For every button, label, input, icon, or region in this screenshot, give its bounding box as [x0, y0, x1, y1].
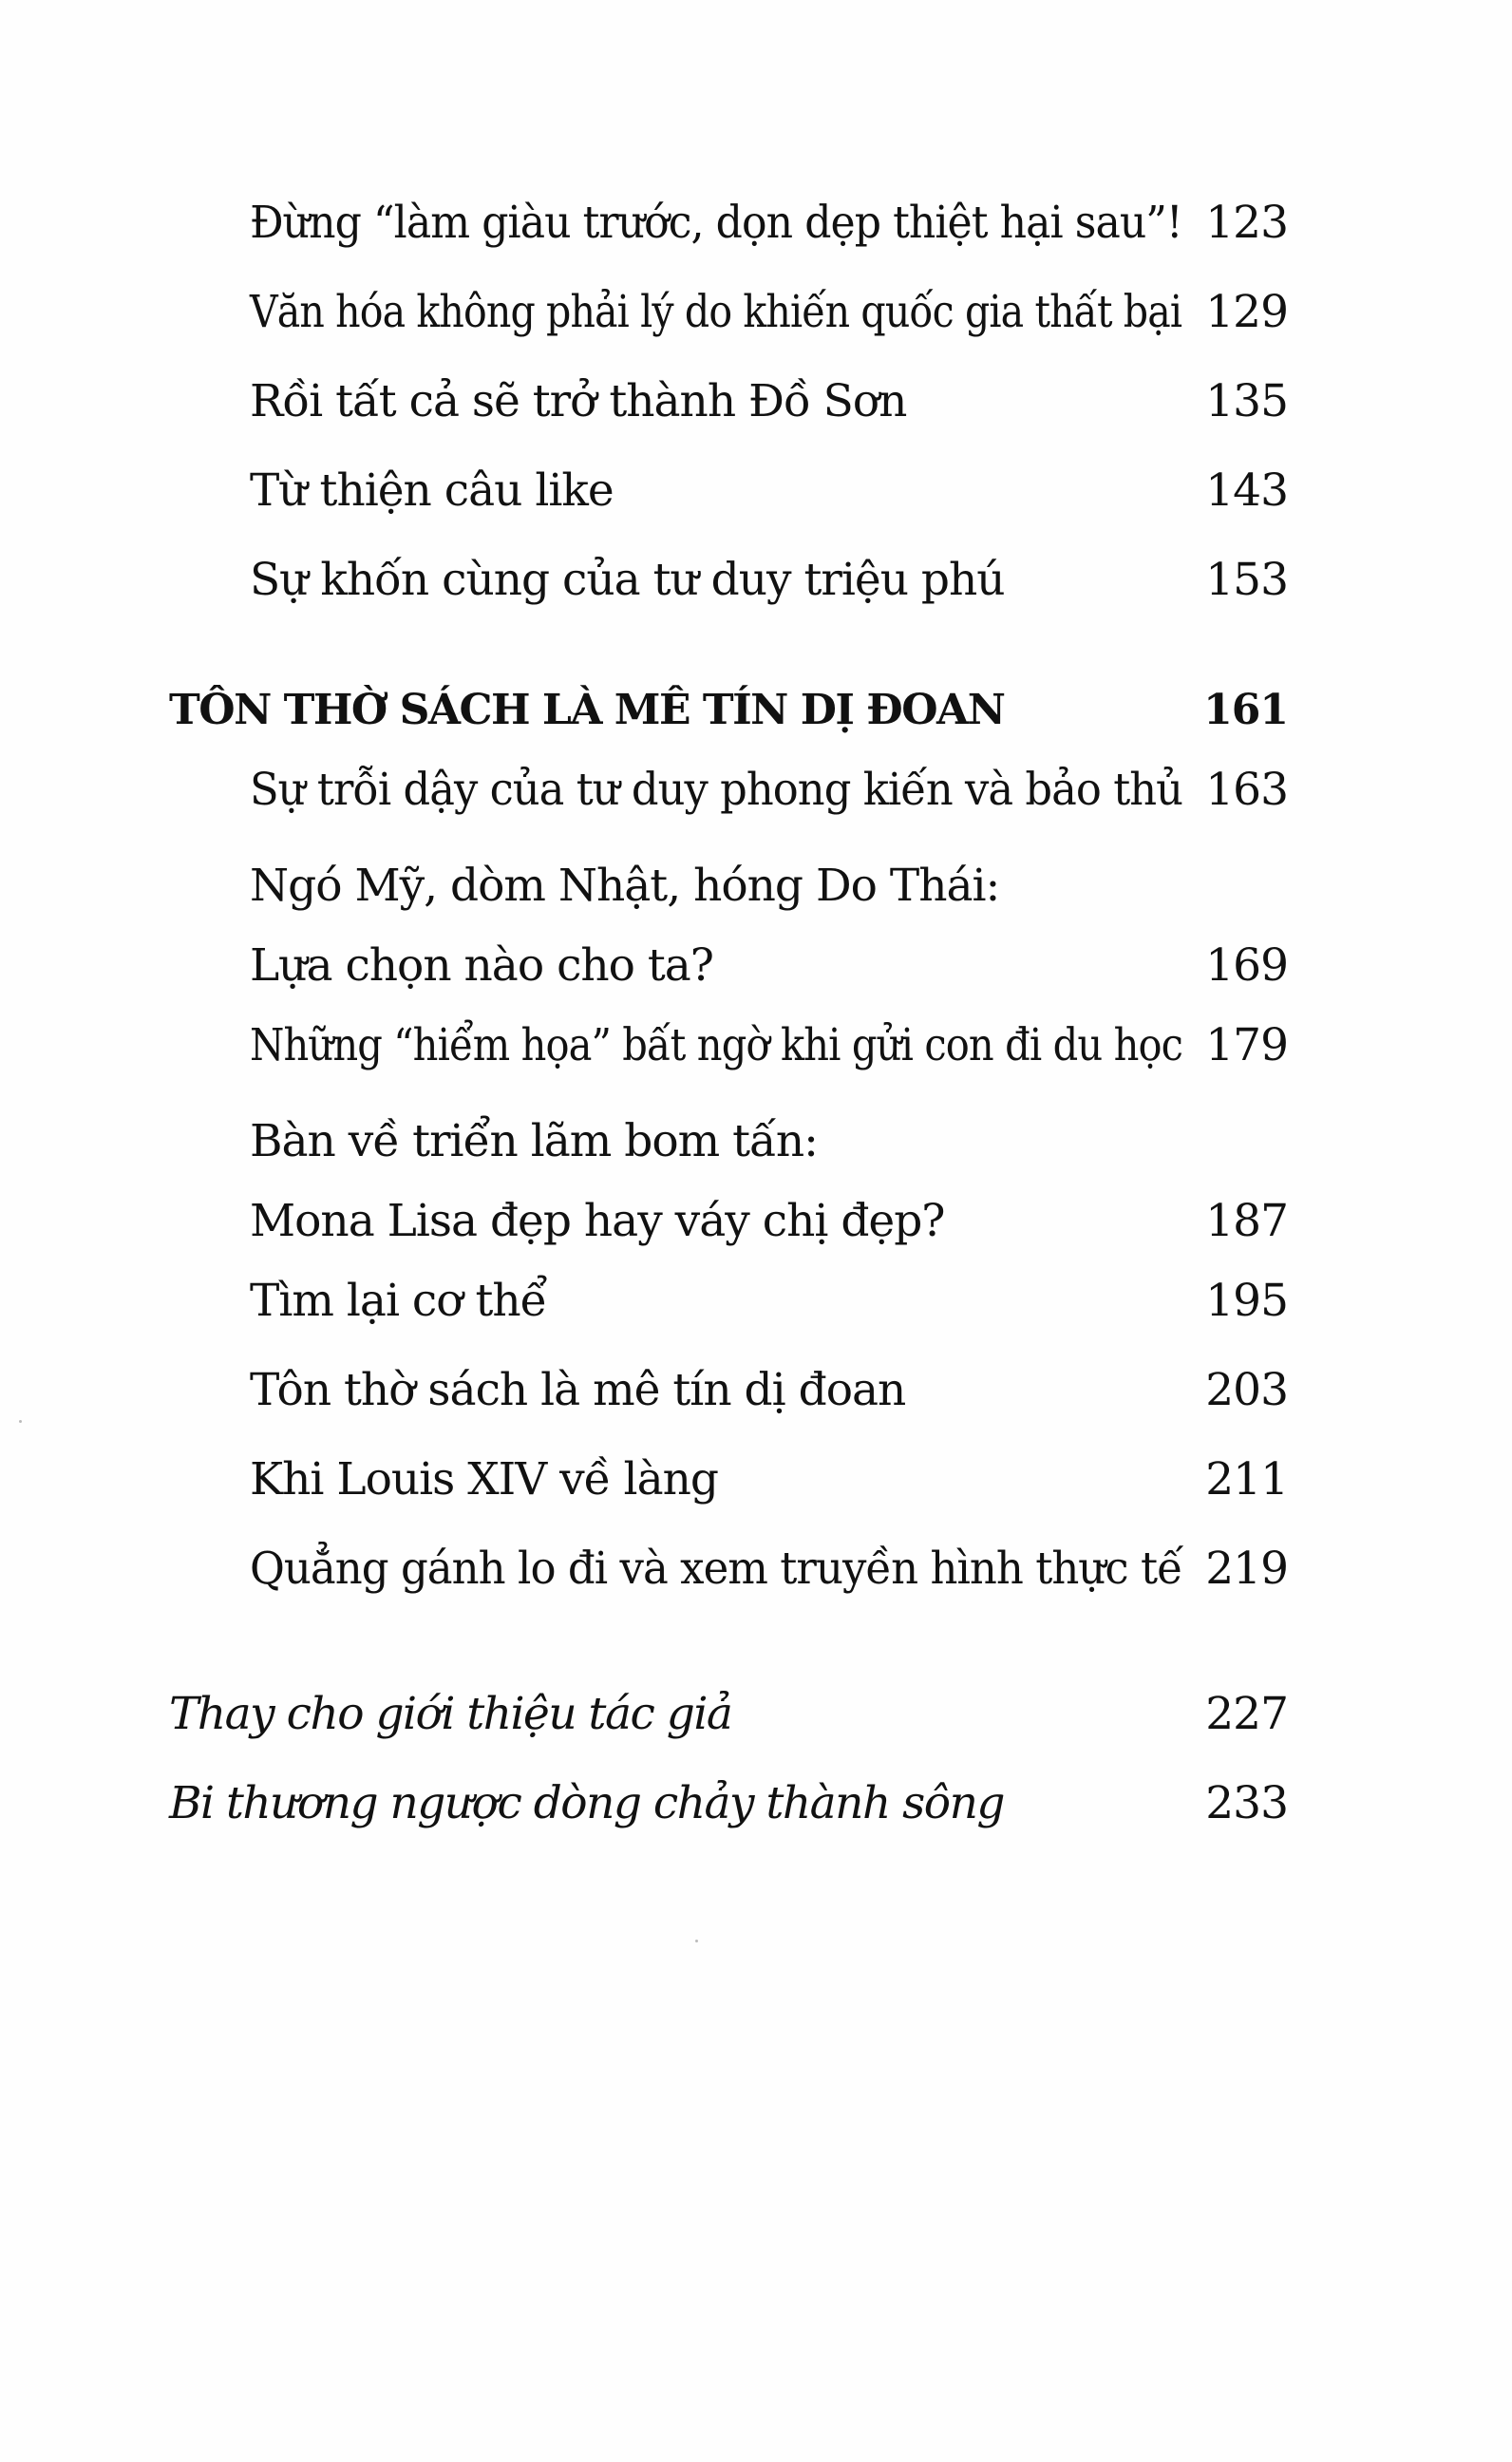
- toc-entry-title: Những “hiểm họa” bất ngờ khi gửi con đi du học: [250, 1019, 1183, 1071]
- section-title: TÔN THỜ SÁCH LÀ MÊ TÍN DỊ ĐOAN: [169, 686, 1005, 734]
- toc-entry-title-line1: Bàn về triển lãm bom tấn:: [250, 1115, 818, 1167]
- toc-entry[interactable]: [0, 1362, 1512, 1453]
- toc-entry[interactable]: [0, 284, 1512, 375]
- toc-entry-page: 187: [1205, 1195, 1288, 1247]
- toc-entry-title: Văn hóa không phải lý do khiến quốc gia thất bại: [250, 286, 1182, 338]
- toc-appendix-entry[interactable]: [0, 1775, 1512, 1866]
- toc-section-heading[interactable]: [0, 682, 1512, 773]
- toc-entry[interactable]: [0, 1273, 1512, 1364]
- toc-entry-title: Sự trỗi dậy của tư duy phong kiến và bảo thủ: [250, 764, 1183, 816]
- toc-entry-title: Bi thương ngược dòng chảy thành sông: [169, 1777, 1004, 1829]
- toc-entry-title: Từ thiện câu like: [250, 464, 614, 517]
- section-page: 161: [1203, 686, 1288, 734]
- toc-entry-title: Rồi tất cả sẽ trở thành Đồ Sơn: [250, 375, 907, 427]
- toc-entry-title-line2: Lựa chọn nào cho ta?: [250, 939, 714, 992]
- toc-entry-page: 219: [1205, 1543, 1288, 1595]
- toc-entry-title: Khi Louis XIV về làng: [250, 1453, 718, 1506]
- scan-speck: [19, 1420, 22, 1423]
- toc-entry-page: 169: [1205, 939, 1288, 992]
- toc-entry-title: Tôn thờ sách là mê tín dị đoan: [250, 1364, 906, 1416]
- toc-entry[interactable]: [0, 552, 1512, 643]
- toc-entry-title-line1: Ngó Mỹ, dòm Nhật, hóng Do Thái:: [250, 860, 1000, 912]
- toc-entry-page: 163: [1205, 764, 1288, 816]
- toc-entry-page: 123: [1205, 197, 1288, 249]
- toc-entry[interactable]: [0, 1451, 1512, 1543]
- toc-entry-title: Tìm lại cơ thể: [250, 1275, 547, 1327]
- toc-entry-page: 203: [1205, 1364, 1288, 1416]
- toc-entry[interactable]: [0, 463, 1512, 554]
- toc-appendix-entry[interactable]: [0, 1686, 1512, 1777]
- toc-entry[interactable]: [0, 195, 1512, 286]
- scan-speck: [695, 1940, 698, 1942]
- toc-entry-title: Quẳng gánh lo đi và xem truyền hình thực tế: [250, 1543, 1182, 1595]
- toc-entry-page: 135: [1205, 375, 1288, 427]
- toc-entry-page: 227: [1205, 1688, 1288, 1740]
- toc-entry-page: 179: [1205, 1019, 1288, 1071]
- toc-entry[interactable]: [0, 1541, 1512, 1632]
- toc-entry-title-line2: Mona Lisa đẹp hay váy chị đẹp?: [250, 1195, 945, 1247]
- toc-entry-page: 129: [1205, 286, 1288, 338]
- toc-entry[interactable]: [0, 858, 1512, 1019]
- toc-entry-page: 211: [1205, 1453, 1288, 1506]
- toc-entry-title: Sự khốn cùng của tư duy triệu phú: [250, 554, 1005, 606]
- toc-entry-page: 153: [1205, 554, 1288, 606]
- toc-entry[interactable]: [0, 1113, 1512, 1275]
- toc-entry-page: 143: [1205, 464, 1288, 517]
- toc-entry[interactable]: [0, 373, 1512, 464]
- toc-entry[interactable]: [0, 1017, 1512, 1108]
- toc-entry-page: 195: [1205, 1275, 1288, 1327]
- toc-entry-title: Thay cho giới thiệu tác giả: [169, 1688, 732, 1740]
- toc-entry-title: Đừng “làm giàu trước, dọn dẹp thiệt hại sau”!: [250, 197, 1182, 249]
- toc-entry[interactable]: [0, 762, 1512, 853]
- toc-entry-page: 233: [1205, 1777, 1288, 1829]
